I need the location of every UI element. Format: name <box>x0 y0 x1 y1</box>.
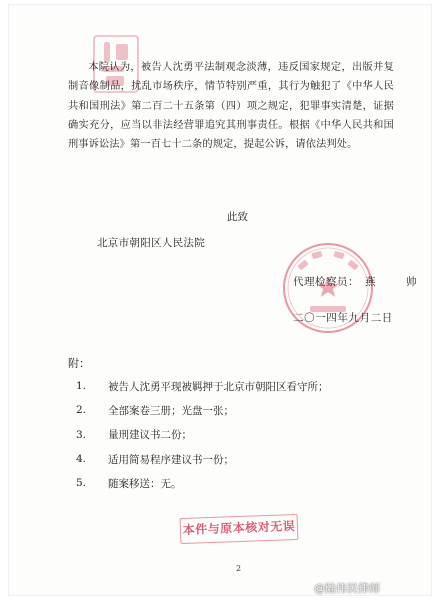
body-paragraph: 本院认为，被告人沈勇平法制观念淡薄，违反国家规定，出版并复制音像制品，扰乱市场秩序，情节特别严重，其行为触犯了《中华人民共和国刑法》第二百二十五条第（四）项之规定，犯罪事实清楚，证据确实充分，应当以非法经营罪追究其刑事责任。根据《中华人民共和国刑事诉讼法》第一百七十二条的规定，提起公诉，请依法判处。 <box>68 62 394 150</box>
document-date: 二〇一四年九月二日 <box>293 312 393 324</box>
document-page <box>8 4 432 596</box>
attachments-list <box>76 374 329 495</box>
prosecutor-label: 代理检察员： <box>293 276 359 288</box>
watermark: @陆伟民律师 <box>314 582 380 595</box>
prosecutor-signature-line <box>293 274 427 289</box>
closing-salutation: 此致 <box>227 211 248 223</box>
list-item: 3. 量刑建议书二份； <box>76 428 192 442</box>
prosecutor-name: 燕 帅 <box>365 276 427 288</box>
list-item: 1. 被告人沈勇平现被羁押于北京市朝阳区看守所； <box>76 380 329 393</box>
page-number: 2 <box>236 564 242 573</box>
certification-stamp <box>180 514 299 544</box>
court-name: 北京市朝阳区人民法院 <box>97 237 205 249</box>
list-item: 2. 全部案卷三册；光盘一张； <box>76 404 234 417</box>
list-item: 4. 适用简易程序建议书一份； <box>76 453 234 466</box>
list-item: 5. 随案移送：无。 <box>76 477 182 490</box>
certification-stamp-text: 本件与原本核对无误 <box>182 519 296 537</box>
attachments-heading: 附： <box>68 357 90 370</box>
